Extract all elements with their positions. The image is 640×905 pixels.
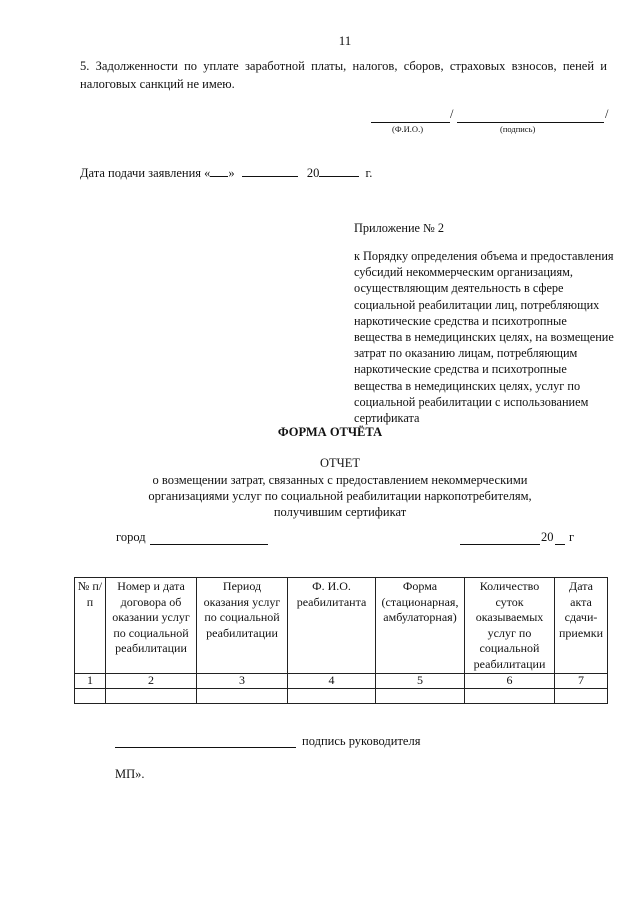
city-label: город — [116, 530, 146, 544]
column-number: 6 — [465, 674, 555, 689]
date-quote-close: » — [228, 166, 235, 180]
table-cell[interactable] — [197, 689, 288, 704]
report-heading: ОТЧЕТ — [319, 456, 361, 470]
page-number: 11 — [338, 33, 352, 48]
header-form: Форма (стационарная, амбулаторная) — [376, 578, 465, 674]
column-number: 7 — [555, 674, 608, 689]
header-act-date: Дата акта сдачи-приемки — [555, 578, 608, 674]
header-days: Количество суток оказываемых услуг по социальной реабилитации — [465, 578, 555, 674]
year-blank[interactable] — [319, 165, 359, 177]
city-blank[interactable] — [150, 530, 268, 545]
header-period: Период оказания услуг по социальной реабилитации — [197, 578, 288, 674]
sign-signature-line[interactable] — [457, 108, 604, 123]
date-suffix: г. — [365, 166, 373, 180]
appendix-title: Приложение № 2 — [354, 221, 445, 235]
table-cell[interactable] — [465, 689, 555, 704]
application-date-line — [80, 165, 372, 181]
date-year-prefix: 20 — [306, 166, 320, 180]
column-number: 5 — [376, 674, 465, 689]
month-blank[interactable] — [242, 165, 298, 177]
table-row — [75, 689, 608, 704]
report-line-2: организациями услуг по социальной реабилитации наркопотребителям, — [148, 489, 532, 503]
table-numbers-row — [75, 674, 608, 689]
date-prefix: Дата подачи заявления « — [80, 166, 211, 180]
paragraph-5: 5. Задолженности по уплате заработной платы, налогов, сборов, страховых взносов, пеней и налоговых санкций не имею. — [80, 59, 607, 91]
table-cell[interactable] — [376, 689, 465, 704]
header-fio: Ф. И.О. реабилитанта — [288, 578, 376, 674]
report-year-suffix: г — [569, 530, 575, 544]
appendix-text: к Порядку определения объема и предоставления субсидий некоммерческим организациям, осуществляющим деятельность в сфере социальной реабилитации лиц, потребляющих наркотические средства и психотропные вещества в немедицинских целях, на возмещение затрат по оказанию лицам, потребляющим наркотические средства и психотропные вещества в немедицинских целях, услуг по социальной реабилитации с использованием сертификата — [354, 249, 614, 426]
table-header-row — [75, 578, 608, 674]
table-cell[interactable] — [106, 689, 197, 704]
fio-signature-line[interactable] — [371, 108, 450, 123]
sign-caption: (подпись) — [500, 124, 536, 134]
column-number: 1 — [75, 674, 106, 689]
table-cell[interactable] — [75, 689, 106, 704]
signature-end-separator: / — [605, 107, 609, 121]
report-line-1: о возмещении затрат, связанных с предоставлением некоммерческими — [152, 473, 528, 487]
column-number: 4 — [288, 674, 376, 689]
column-number: 3 — [197, 674, 288, 689]
day-blank[interactable] — [210, 165, 228, 177]
fio-caption: (Ф.И.О.) — [392, 124, 424, 134]
stamp-label: МП». — [115, 767, 145, 781]
table-cell[interactable] — [555, 689, 608, 704]
report-year-blank[interactable] — [555, 530, 565, 545]
header-contract: Номер и дата договора об оказании услуг по социальной реабилитации — [106, 578, 197, 674]
header-number: № п/п — [75, 578, 106, 674]
head-signature-line[interactable] — [115, 733, 296, 748]
report-date-blank[interactable] — [460, 530, 540, 545]
head-signature-label: подпись руководителя — [302, 734, 421, 748]
form-title: ФОРМА ОТЧЁТА — [277, 425, 383, 439]
table-cell[interactable] — [288, 689, 376, 704]
report-table — [74, 577, 608, 704]
report-line-3: получившим сертификат — [273, 505, 407, 519]
signature-separator: / — [450, 107, 454, 121]
report-year-prefix: 20 — [541, 530, 554, 544]
column-number: 2 — [106, 674, 197, 689]
